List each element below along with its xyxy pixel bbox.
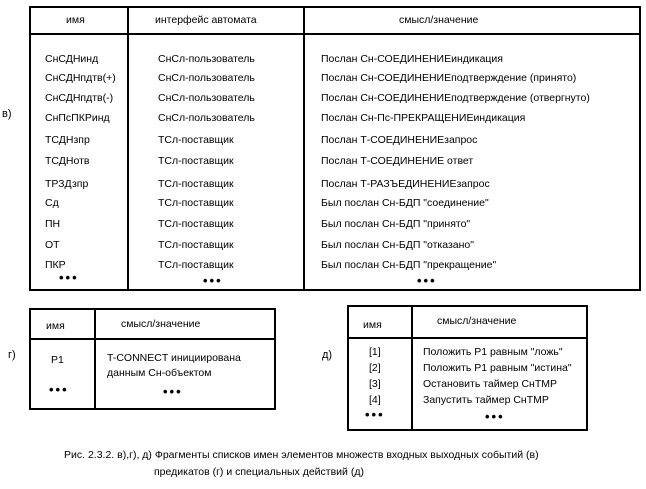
table-d-label: д) bbox=[322, 349, 333, 361]
row-interface: ТСл-поставщик bbox=[158, 218, 234, 230]
row-meaning: Послан Т-СОЕДИНЕНИЕ ответ bbox=[321, 155, 474, 167]
table-d-row-name: [1] bbox=[369, 346, 381, 358]
table-g-row-name: Р1 bbox=[51, 354, 64, 366]
table-d-row-name: [3] bbox=[369, 378, 381, 390]
row-meaning: Послан Сн-Пс-ПРЕКРАЩЕНИЕиндикация bbox=[321, 112, 526, 124]
table-v-col-divider-1 bbox=[127, 8, 129, 289]
row-meaning: Был послан Сн-БДП "отказано" bbox=[321, 239, 474, 251]
table-g bbox=[29, 308, 276, 410]
row-interface: СнСл-пользователь bbox=[158, 112, 255, 124]
table-d-header-name: имя bbox=[363, 319, 382, 331]
row-name: ОТ bbox=[45, 239, 60, 251]
table-g-label: г) bbox=[8, 349, 16, 361]
row-interface: СнСл-пользователь bbox=[158, 53, 255, 65]
row-name: Сд bbox=[45, 197, 59, 209]
row-meaning: Послан Сн-СОЕДИНЕНИЕподтверждение (отвергнуто) bbox=[321, 92, 590, 104]
row-interface: ТСл-поставщик bbox=[158, 259, 234, 271]
table-v-header-interface: интерфейс автомата bbox=[155, 14, 257, 26]
figure-caption-line2: предикатов (г) и специальных действий (д) bbox=[154, 466, 364, 478]
row-meaning: Был послан Сн-БДП "принято" bbox=[321, 218, 471, 230]
table-d-header-meaning: смысл/значение bbox=[437, 315, 517, 327]
table-v-label: в) bbox=[2, 108, 12, 120]
table-d-row-name: [2] bbox=[369, 362, 381, 374]
row-name: СнСДНпдтв(-) bbox=[45, 92, 114, 104]
table-g-header-name: имя bbox=[46, 320, 65, 332]
row-meaning: Послан Сн-СОЕДИНЕНИЕподтверждение (принято) bbox=[321, 72, 577, 84]
table-d-ellipsis-name: ••• bbox=[365, 407, 385, 422]
table-v-ellipsis-interface: ••• bbox=[203, 273, 223, 288]
table-d-row-meaning: Положить Р1 равным "ложь" bbox=[423, 346, 563, 358]
row-name: ТСДНзпр bbox=[45, 134, 90, 146]
table-g-row-meaning-line2: данным Сн-объектом bbox=[107, 367, 212, 379]
table-v bbox=[29, 6, 641, 291]
table-d-row-name: [4] bbox=[369, 394, 381, 406]
table-g-row-meaning-line1: T-CONNECT инициирована bbox=[107, 352, 241, 364]
table-d-header-divider bbox=[349, 337, 586, 339]
table-g-ellipsis-name: ••• bbox=[49, 382, 69, 397]
row-meaning: Был послан Сн-БДП "соединение" bbox=[321, 197, 489, 209]
row-interface: ТСл-поставщик bbox=[158, 178, 234, 190]
table-d-ellipsis-meaning: ••• bbox=[485, 409, 505, 424]
figure-caption-line1: Рис. 2.3.2. в),г), д) Фрагменты списков имен элементов множеств входных выходных событий (в) bbox=[64, 449, 539, 461]
row-name: СнСДНинд bbox=[45, 53, 99, 65]
row-name: ПН bbox=[45, 218, 61, 230]
table-d-row-meaning: Запустить таймер СнТМР bbox=[423, 394, 549, 406]
table-g-header-divider bbox=[31, 338, 274, 340]
row-name: ТРЗДзпр bbox=[45, 178, 89, 190]
row-name: СнСДНпдтв(+) bbox=[45, 72, 116, 84]
row-meaning: Послан Сн-СОЕДИНЕНИЕиндикация bbox=[321, 53, 503, 65]
row-meaning: Послан Т-РАЗЪЕДИНЕНИЕзапрос bbox=[321, 178, 490, 190]
table-d-row-meaning: Остановить таймер СнТМР bbox=[423, 378, 557, 390]
row-interface: СнСл-пользователь bbox=[158, 72, 255, 84]
row-interface: СнСл-пользователь bbox=[158, 92, 255, 104]
table-v-header-divider bbox=[31, 33, 639, 35]
table-d bbox=[347, 305, 588, 431]
table-v-ellipsis-meaning: ••• bbox=[417, 273, 437, 288]
table-v-col-divider-2 bbox=[303, 8, 305, 289]
table-g-ellipsis-meaning: ••• bbox=[163, 384, 183, 399]
row-interface: ТСл-поставщик bbox=[158, 134, 234, 146]
table-v-ellipsis-name: ••• bbox=[59, 270, 79, 285]
row-interface: ТСл-поставщик bbox=[158, 197, 234, 209]
table-g-col-divider bbox=[94, 310, 96, 408]
table-v-header-name: имя bbox=[66, 14, 85, 26]
row-meaning: Был послан Сн-БДП "прекращение" bbox=[321, 259, 497, 271]
table-d-col-divider bbox=[411, 307, 413, 429]
table-v-header-meaning: смысл/значение bbox=[399, 14, 479, 26]
table-g-header-meaning: смысл/значение bbox=[121, 318, 201, 330]
row-name: ТСДНотв bbox=[45, 155, 90, 167]
row-interface: ТСл-поставщик bbox=[158, 155, 234, 167]
row-name: СнПсПКРинд bbox=[45, 112, 110, 124]
row-interface: ТСл-поставщик bbox=[158, 239, 234, 251]
row-name: ПКР bbox=[45, 259, 66, 271]
table-d-row-meaning: Положить Р1 равным "истина" bbox=[423, 362, 572, 374]
row-meaning: Послан Т-СОЕДИНЕНИЕзапрос bbox=[321, 134, 478, 146]
